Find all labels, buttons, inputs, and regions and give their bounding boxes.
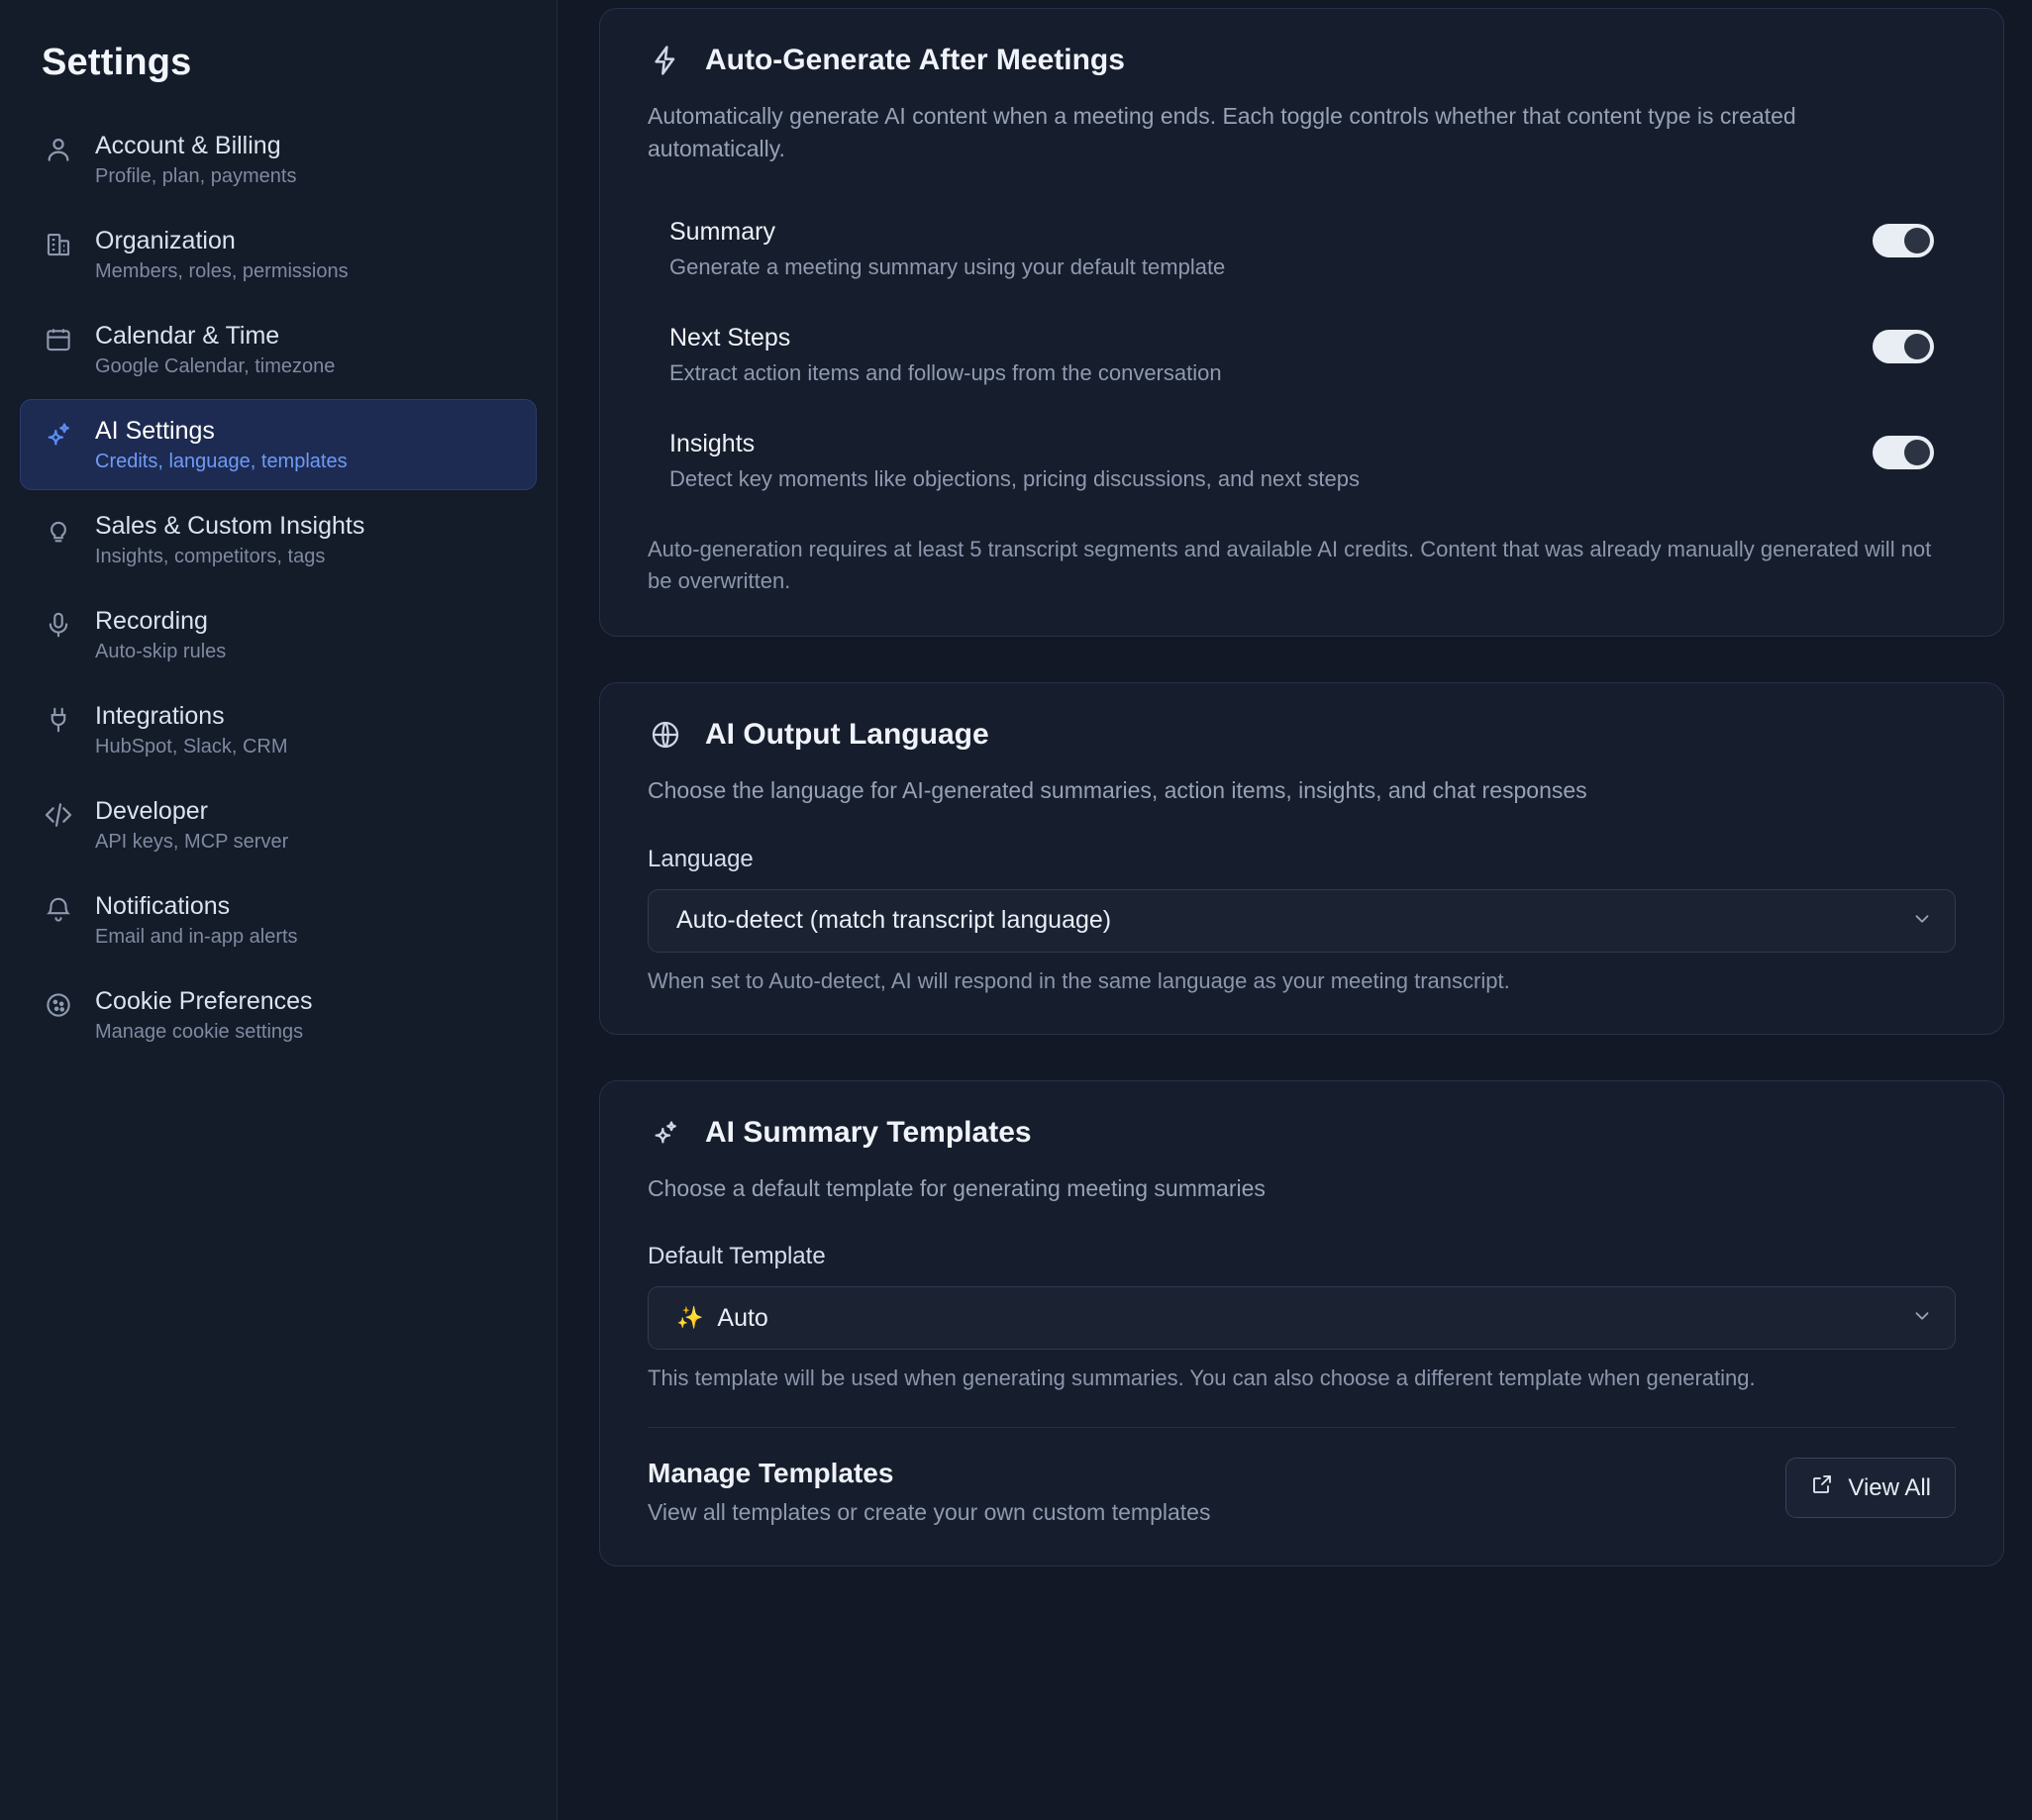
language-select[interactable]: [648, 889, 1956, 953]
card-description: Choose a default template for generating meeting summaries: [648, 1174, 1266, 1201]
summary-toggle[interactable]: [1873, 224, 1934, 257]
sidebar-item-sub: Auto-skip rules: [95, 641, 227, 662]
chevron-down-icon: [1911, 908, 1933, 934]
auto-generate-card: [599, 8, 2004, 637]
auto-generate-note: Auto-generation requires at least 5 transcript segments and available AI credits. Content that was already manually generated will not be overwritten.: [648, 536, 1932, 593]
default-template-text: Auto: [717, 1303, 768, 1332]
toggle-label: Insights: [669, 429, 756, 457]
toggle-sub: Generate a meeting summary using your default template: [669, 253, 1226, 279]
card-header: [648, 1115, 1956, 1151]
toggle-row-next-steps: [648, 302, 1956, 408]
manage-templates-title: Manage Templates: [648, 1458, 894, 1489]
sidebar-item-sub: Credits, language, templates: [95, 451, 348, 472]
language-select-value: Auto-detect (match transcript language): [676, 906, 1112, 935]
main-content: [558, 0, 2032, 1820]
calendar-icon: [42, 323, 75, 356]
toggle-knob: [1904, 440, 1930, 465]
default-template-select-value: [676, 1304, 768, 1333]
lightbulb-icon: [42, 513, 75, 547]
sidebar-item-sub: Email and in-app alerts: [95, 926, 298, 948]
card-description: Automatically generate AI content when a meeting ends. Each toggle controls whether that content type is created automatically.: [648, 103, 1796, 162]
sidebar-item-notifications[interactable]: [20, 874, 537, 965]
sparkles-icon: [648, 1115, 683, 1151]
toggle-sub: Detect key moments like objections, pricing discussions, and next steps: [669, 465, 1360, 491]
card-title: Auto-Generate After Meetings: [705, 44, 1125, 76]
toggle-sub: Extract action items and follow-ups from the conversation: [669, 359, 1222, 385]
sidebar-item-label: Notifications: [95, 892, 231, 920]
sidebar-item-sub: Insights, competitors, tags: [95, 546, 326, 567]
card-header: [648, 717, 1956, 753]
view-all-button[interactable]: [1785, 1458, 1956, 1518]
sidebar-item-organization[interactable]: [20, 209, 537, 300]
sidebar-item-calendar-time[interactable]: [20, 304, 537, 395]
sidebar-item-developer[interactable]: [20, 779, 537, 870]
insights-toggle[interactable]: [1873, 436, 1934, 469]
globe-icon: [648, 717, 683, 753]
sidebar-item-label: Integrations: [95, 702, 225, 730]
ai-output-language-card: [599, 682, 2004, 1034]
language-field-label: Language: [648, 845, 754, 872]
sidebar-item-recording[interactable]: [20, 589, 537, 680]
external-link-icon: [1810, 1472, 1834, 1503]
sparkle-icon: ✨: [676, 1305, 704, 1331]
sidebar-item-sub: Members, roles, permissions: [95, 260, 349, 282]
sidebar-item-label: Calendar & Time: [95, 322, 280, 350]
toggle-knob: [1904, 228, 1930, 253]
next-steps-toggle[interactable]: [1873, 330, 1934, 363]
building-icon: [42, 228, 75, 261]
sidebar-item-sub: Profile, plan, payments: [95, 165, 297, 187]
sidebar-item-label: AI Settings: [95, 417, 215, 445]
sidebar-item-sub: HubSpot, Slack, CRM: [95, 736, 288, 758]
toggle-knob: [1904, 334, 1930, 359]
sidebar-item-sub: Manage cookie settings: [95, 1021, 304, 1043]
toggle-label: Summary: [669, 217, 775, 246]
toggle-row-insights: [648, 408, 1956, 514]
sidebar-item-label: Organization: [95, 227, 236, 254]
sidebar-item-label: Recording: [95, 607, 208, 635]
view-all-label: View All: [1848, 1473, 1931, 1501]
sparkles-icon: [42, 418, 75, 452]
sidebar-item-sub: API keys, MCP server: [95, 831, 289, 853]
microphone-icon: [42, 608, 75, 642]
code-icon: [42, 798, 75, 832]
card-header: [648, 43, 1956, 78]
card-title: AI Output Language: [705, 718, 989, 752]
sidebar-item-sub: Google Calendar, timezone: [95, 355, 336, 377]
sidebar-item-cookie-preferences[interactable]: [20, 969, 537, 1061]
manage-templates-sub: View all templates or create your own custom templates: [648, 1499, 1211, 1526]
card-description: Choose the language for AI-generated summaries, action items, insights, and chat responses: [648, 777, 1587, 804]
language-helper-text: When set to Auto-detect, AI will respond in the same language as your meeting transcript.: [648, 967, 1510, 993]
default-template-helper-text: This template will be used when generating summaries. You can also choose a different template when generating.: [648, 1365, 1756, 1391]
default-template-select[interactable]: [648, 1286, 1956, 1350]
sidebar-item-label: Sales & Custom Insights: [95, 512, 365, 540]
manage-templates-row: [648, 1428, 1956, 1526]
sidebar-item-sales-custom-insights[interactable]: [20, 494, 537, 585]
page-title: Settings: [42, 42, 192, 83]
sidebar-item-label: Cookie Preferences: [95, 987, 313, 1015]
sidebar-item-label: Account & Billing: [95, 132, 281, 159]
sidebar-item-label: Developer: [95, 797, 208, 825]
card-title: AI Summary Templates: [705, 1115, 1032, 1149]
toggle-list: [648, 196, 1956, 514]
bolt-icon: [648, 43, 683, 78]
sidebar-item-account-billing[interactable]: [20, 114, 537, 205]
settings-nav: [0, 114, 557, 1061]
sidebar: [0, 0, 558, 1820]
plug-icon: [42, 703, 75, 737]
manage-templates-texts: [648, 1458, 1210, 1526]
ai-summary-templates-card: [599, 1080, 2004, 1567]
cookie-icon: [42, 988, 75, 1022]
sidebar-item-integrations[interactable]: [20, 684, 537, 775]
sidebar-item-ai-settings[interactable]: [20, 399, 537, 490]
user-icon: [42, 133, 75, 166]
chevron-down-icon: [1911, 1305, 1933, 1331]
default-template-field-label: Default Template: [648, 1243, 826, 1270]
toggle-label: Next Steps: [669, 323, 791, 352]
toggle-row-summary: [648, 196, 1956, 302]
bell-icon: [42, 893, 75, 927]
